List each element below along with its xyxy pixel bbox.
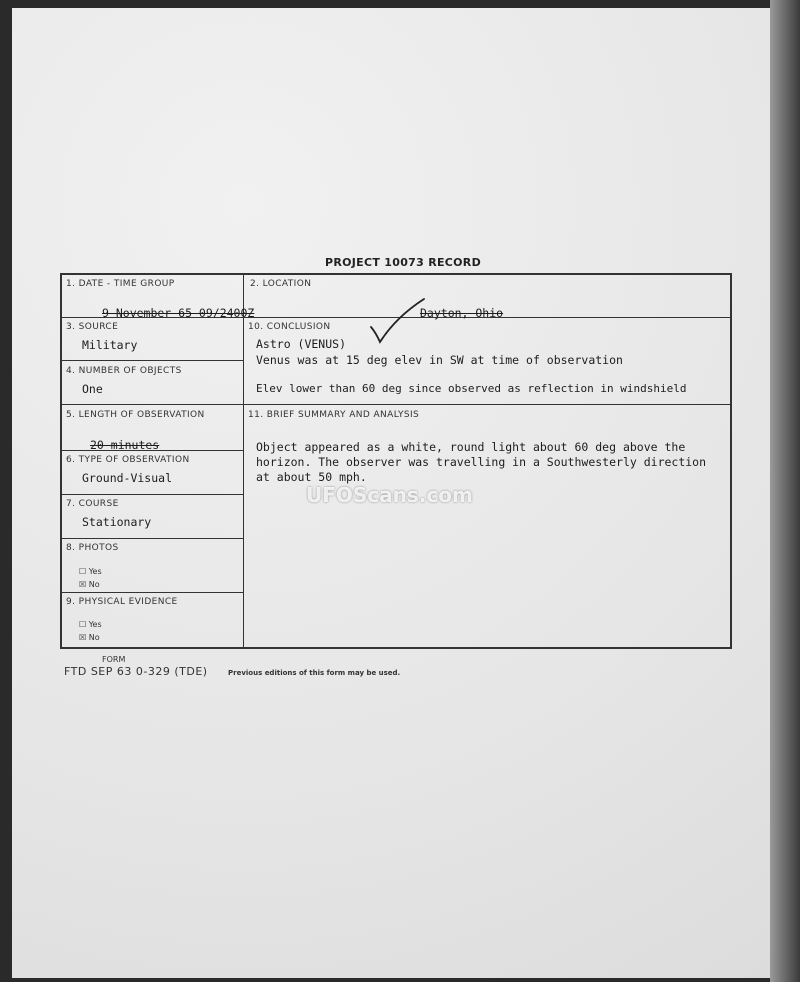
physical-no-option [79,633,100,642]
type-value: Ground-Visual [82,471,173,485]
type-label: 6. TYPE OF OBSERVATION [66,455,190,465]
course-label: 7. COURSE [66,499,119,509]
watermark: UFOScans.com [306,483,473,507]
photos-yes-option [79,567,102,576]
course-value: Stationary [82,515,152,529]
source-label: 3. SOURCE [66,322,119,332]
form-label: FORM [102,655,126,664]
physical-no-label: No [88,633,100,642]
scan-edge-shadow [770,0,800,982]
photos-label: 8. PHOTOS [66,543,119,553]
physical-label: 9. PHYSICAL EVIDENCE [66,597,178,607]
photos-yes-label: Yes [88,567,102,576]
row-divider-4 [61,404,731,405]
length-label: 5. LENGTH OF OBSERVATION [66,410,205,420]
photos-no-option [79,580,100,589]
row-divider-8 [61,592,243,593]
conclusion-line-3: Elev lower than 60 deg since observed as reflection in windshield [256,382,687,395]
form-number: FTD SEP 63 0-329 (TDE) [64,665,208,678]
location-label: 2. LOCATION [250,279,312,289]
date-time-value: 9 November 65 09/2400Z [102,306,255,320]
physical-yes-option [79,620,102,629]
length-value: 20 minutes [90,438,160,452]
conclusion-line-1: Astro (VENUS) [256,337,347,351]
row-divider-3 [61,360,243,361]
checkbox-checked-icon: ☒ [79,633,87,642]
num-objects-label: 4. NUMBER OF OBJECTS [66,366,182,376]
date-time-label: 1. DATE - TIME GROUP [66,279,175,289]
photos-no-label: No [88,580,100,589]
summary-label: 11. BRIEF SUMMARY AND ANALYSIS [248,410,420,420]
location-value: Dayton, Ohio [420,306,504,320]
row-divider-7 [61,538,243,539]
form-note: Previous editions of this form may be used. [228,669,401,677]
handwritten-checkmark-icon [368,297,428,347]
physical-yes-label: Yes [88,620,102,629]
conclusion-label: 10. CONCLUSION [248,322,331,332]
num-objects-value: One [82,382,103,396]
summary-text: Object appeared as a white, round light about 60 deg above the horizon. The observer was travelling in a Southwesterly direction at about 50 mph. [256,440,707,484]
conclusion-line-2: Venus was at 15 deg elev in SW at time of observation [256,353,623,367]
source-value: Military [82,338,138,352]
checkbox-empty-icon: ☐ [79,620,87,629]
checkbox-empty-icon: ☐ [79,567,87,576]
column-divider [243,274,244,648]
row-divider-6 [61,494,243,495]
record-title: PROJECT 10073 RECORD [325,256,482,269]
checkbox-checked-icon: ☒ [79,580,87,589]
